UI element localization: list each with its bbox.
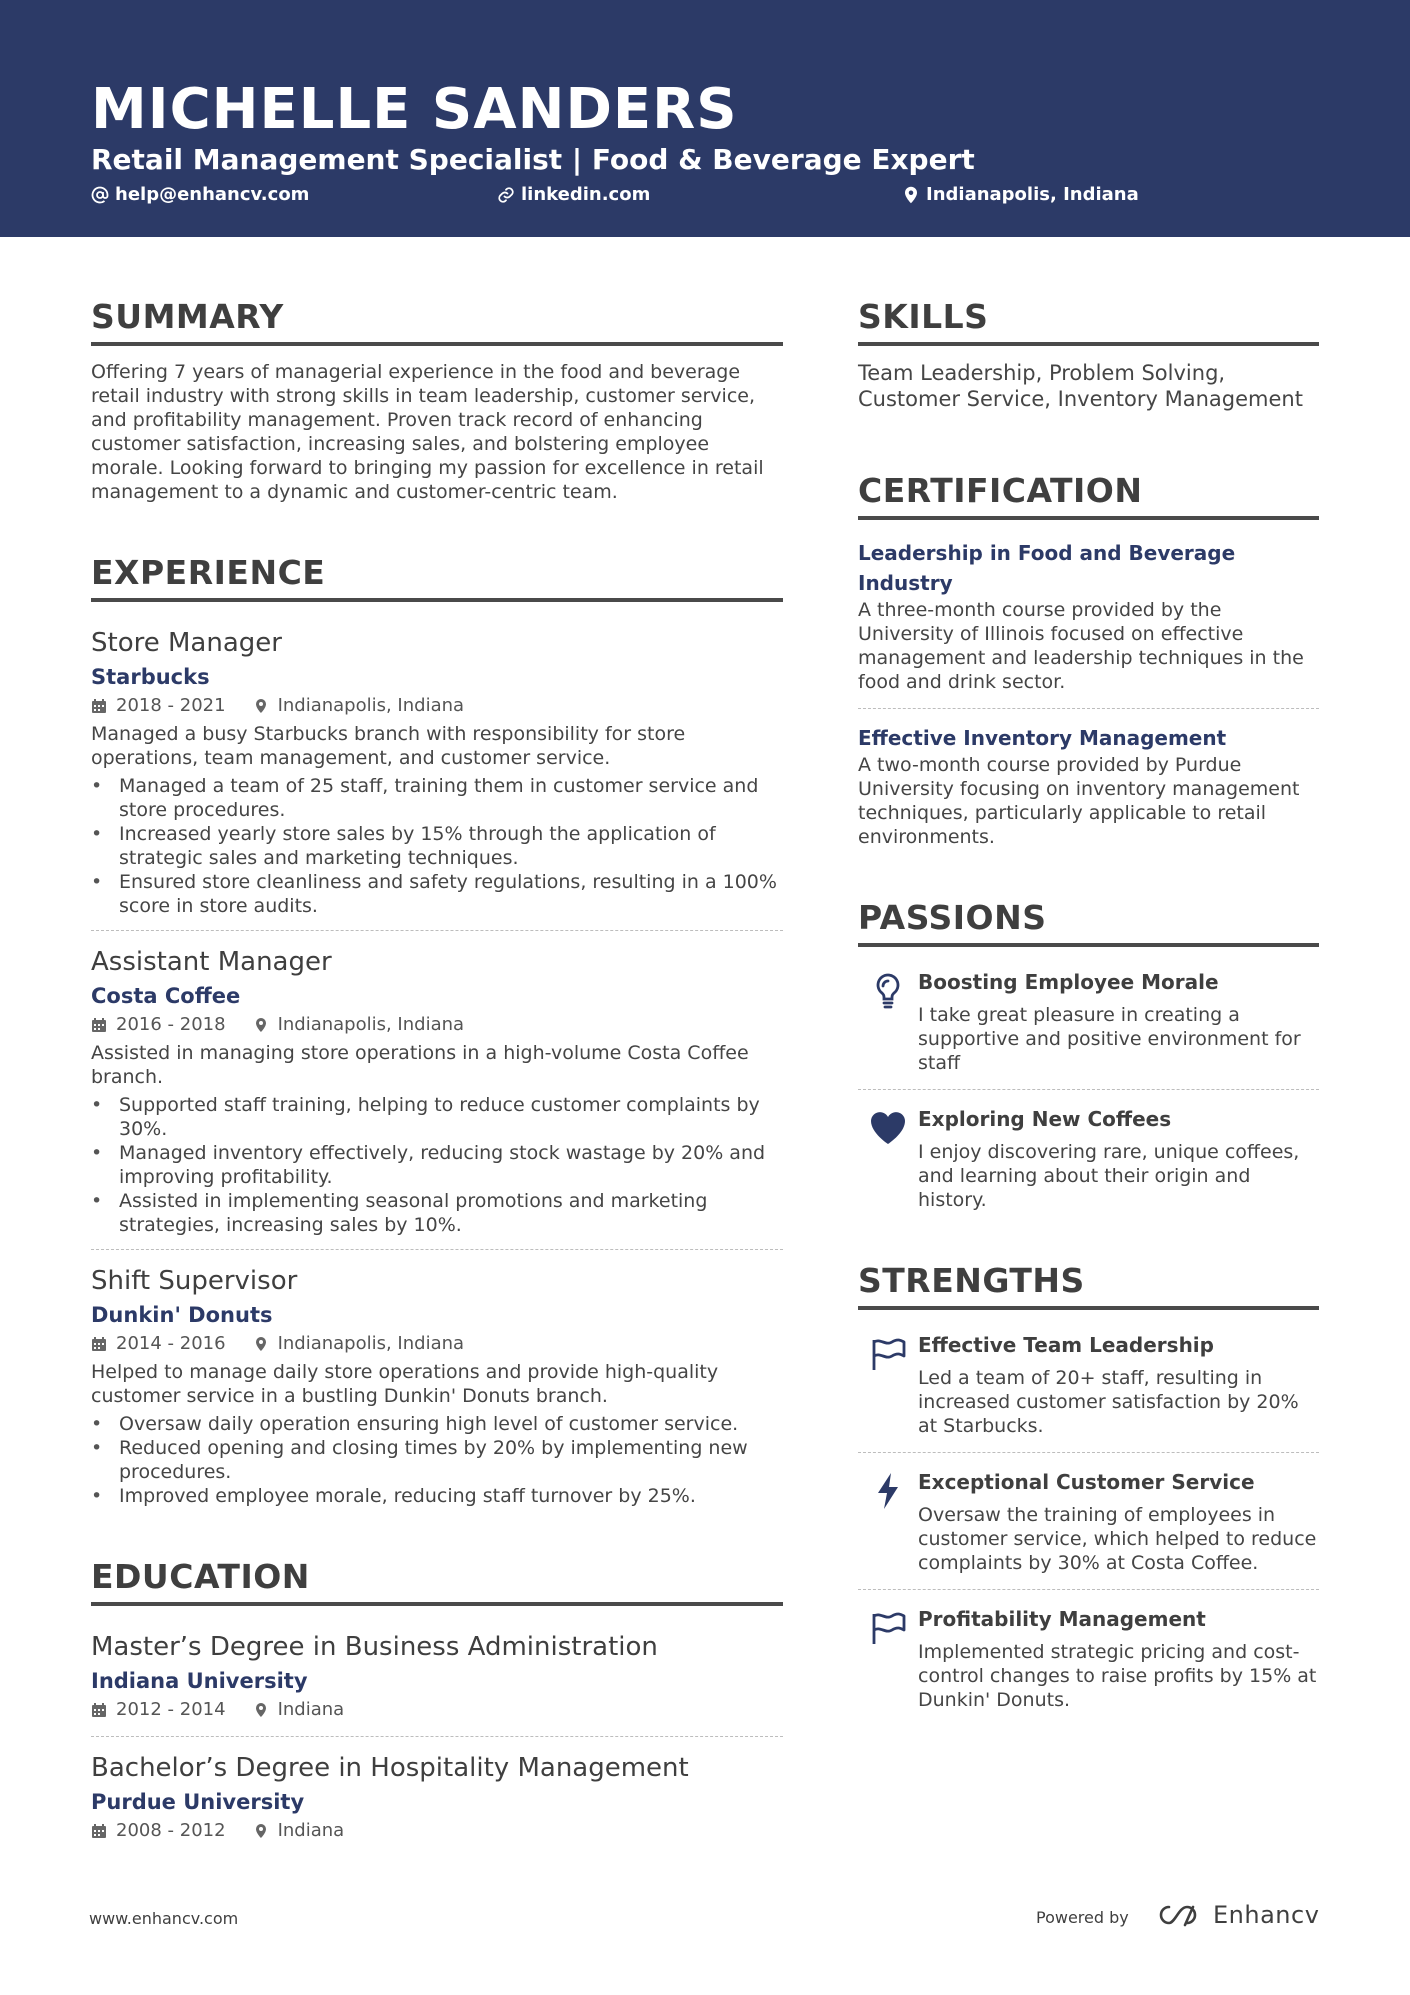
- lightning-icon: [868, 1471, 908, 1511]
- location-pin-icon: [253, 1702, 269, 1718]
- calendar-icon: [91, 1017, 107, 1033]
- job-bullet: • Assisted in implementing seasonal promotions and marketing strategies, increasing sales by 10%.: [91, 1189, 783, 1237]
- job-bullet: • Managed a team of 25 staff, training them in customer service and store procedures.: [91, 774, 783, 822]
- passion-item: [858, 961, 1319, 1075]
- company-name: Starbucks: [91, 665, 210, 689]
- job-meta: [91, 1011, 783, 1039]
- contact-linkedin-text: linkedin.com: [521, 184, 651, 205]
- strength-description: Led a team of 20+ staff, resulting in increased customer satisfaction by 20% at Starbucks.: [918, 1367, 1299, 1437]
- left-column: [91, 292, 783, 1845]
- summary-section: [91, 292, 783, 504]
- job-bullet: • Improved employee morale, reducing staff turnover by 25%.: [91, 1484, 783, 1508]
- strengths-section: [858, 1256, 1319, 1712]
- job-bullets: [91, 774, 783, 918]
- job-location-text: Indianapolis, Indiana: [277, 695, 465, 716]
- education-location: [253, 1817, 345, 1845]
- job-location: [253, 692, 465, 720]
- link-icon: [497, 186, 515, 204]
- education-location-text: Indiana: [277, 1699, 345, 1720]
- education-entry: [91, 1620, 783, 1724]
- job-bullet: • Reduced opening and closing times by 20% by implementing new procedures.: [91, 1436, 783, 1484]
- passion-title: Boosting Employee Morale: [918, 970, 1219, 994]
- location-pin-icon: [253, 1017, 269, 1033]
- education-dates: 2012 - 2014: [116, 1699, 226, 1720]
- certification-description: A three-month course provided by the University of Illinois focused on effective management and leadership techniques in the food and drink sector.: [858, 599, 1304, 693]
- certification-entry: [858, 708, 1319, 849]
- summary-heading: SUMMARY: [91, 292, 783, 346]
- certification-heading: CERTIFICATION: [858, 466, 1319, 520]
- education-meta: [91, 1696, 783, 1724]
- enhancv-logo-text: Enhancv: [1213, 1901, 1320, 1929]
- candidate-title: Retail Management Specialist | Food & Beverage Expert: [91, 143, 975, 176]
- job-bullets: [91, 1412, 783, 1508]
- contact-location-text: Indianapolis, Indiana: [926, 184, 1139, 205]
- job-location: [253, 1330, 465, 1358]
- flag-icon: [868, 1608, 908, 1648]
- heart-icon: [868, 1108, 908, 1148]
- calendar-icon: [91, 1702, 107, 1718]
- company-name: Costa Coffee: [91, 984, 241, 1008]
- enhancv-logo[interactable]: [1155, 1900, 1319, 1930]
- passion-description: I enjoy discovering rare, unique coffees, and learning about their origin and history.: [918, 1141, 1300, 1211]
- candidate-name: MICHELLE SANDERS: [91, 77, 738, 142]
- contact-location: [902, 182, 1139, 208]
- job-description: Managed a busy Starbucks branch with responsibility for store operations, team management, and customer service.: [91, 723, 686, 769]
- certification-title: Leadership in Food and Beverage Industry: [858, 541, 1236, 595]
- job-entry: [91, 1249, 783, 1508]
- education-location-text: Indiana: [277, 1820, 345, 1841]
- job-bullet: • Supported staff training, helping to reduce customer complaints by 30%.: [91, 1093, 783, 1141]
- strength-item: [858, 1589, 1319, 1712]
- contact-email[interactable]: [91, 182, 309, 208]
- education-heading: EDUCATION: [91, 1552, 783, 1606]
- job-title: Store Manager: [91, 628, 282, 658]
- school-name: Purdue University: [91, 1790, 305, 1814]
- strength-icon-wrap: [858, 1330, 918, 1438]
- at-icon: [91, 186, 109, 204]
- job-dates: 2018 - 2021: [116, 695, 226, 716]
- strength-icon-wrap: [858, 1467, 918, 1575]
- certification-entry: [858, 534, 1319, 694]
- passions-section: [858, 893, 1319, 1212]
- strength-item: [858, 1324, 1319, 1438]
- job-bullet: • Ensured store cleanliness and safety regulations, resulting in a 100% score in store audits.: [91, 870, 783, 918]
- job-meta: [91, 1330, 783, 1358]
- location-pin-icon: [253, 1336, 269, 1352]
- strength-body: [918, 1467, 1319, 1575]
- passion-item: [858, 1089, 1319, 1212]
- school-name: Indiana University: [91, 1669, 308, 1693]
- passions-heading: PASSIONS: [858, 893, 1319, 947]
- passion-title: Exploring New Coffees: [918, 1107, 1172, 1131]
- contact-linkedin[interactable]: [497, 182, 650, 208]
- location-pin-icon: [902, 186, 920, 204]
- strength-title: Exceptional Customer Service: [918, 1470, 1255, 1494]
- strength-item: [858, 1452, 1319, 1575]
- strength-body: [918, 1604, 1319, 1712]
- strength-icon-wrap: [858, 1604, 918, 1712]
- skills-heading: SKILLS: [858, 292, 1319, 346]
- summary-text: Offering 7 years of managerial experience in the food and beverage retail industry with strong skills in team leadership, customer service, and profitability management. Proven track record of enhancing customer satisfaction, increasing sales, and bolstering employee morale. Looking forward to bringing my passion for excellence in retail management to a dynamic and customer-centric team.: [91, 361, 764, 503]
- job-title: Assistant Manager: [91, 947, 332, 977]
- degree-title: Bachelor’s Degree in Hospitality Management: [91, 1753, 689, 1783]
- job-meta: [91, 692, 783, 720]
- job-title: Shift Supervisor: [91, 1266, 298, 1296]
- resume-header: [0, 0, 1410, 237]
- job-bullets: [91, 1093, 783, 1237]
- enhancv-logo-icon: [1155, 1901, 1203, 1929]
- education-location: [253, 1696, 345, 1724]
- passion-body: [918, 967, 1319, 1075]
- job-bullet: • Increased yearly store sales by 15% through the application of strategic sales and marketing techniques.: [91, 822, 783, 870]
- footer-url[interactable]: www.enhancv.com: [89, 1909, 239, 1928]
- lightbulb-icon: [868, 971, 908, 1011]
- calendar-icon: [91, 1336, 107, 1352]
- education-entry: [91, 1736, 783, 1845]
- skills-text: Team Leadership, Problem Solving, Customer Service, Inventory Management: [858, 361, 1303, 411]
- right-column: [858, 292, 1319, 1712]
- education-meta: [91, 1817, 783, 1845]
- strengths-heading: STRENGTHS: [858, 1256, 1319, 1310]
- passion-icon-wrap: [858, 967, 918, 1075]
- experience-heading: EXPERIENCE: [91, 548, 783, 602]
- passion-description: I take great pleasure in creating a supportive and positive environment for staff: [918, 1004, 1301, 1074]
- experience-section: [91, 548, 783, 1508]
- job-bullet: • Managed inventory effectively, reducing stock wastage by 20% and improving profitability.: [91, 1141, 783, 1189]
- flag-icon: [868, 1334, 908, 1374]
- job-description: Assisted in managing store operations in a high-volume Costa Coffee branch.: [91, 1042, 749, 1088]
- education-section: [91, 1552, 783, 1845]
- passion-icon-wrap: [858, 1104, 918, 1212]
- strength-title: Effective Team Leadership: [918, 1333, 1214, 1357]
- job-description: Helped to manage daily store operations and provide high-quality customer service in a bustling Dunkin' Donuts branch.: [91, 1361, 719, 1407]
- job-location-text: Indianapolis, Indiana: [277, 1014, 465, 1035]
- footer-powered-by: Powered by: [1036, 1908, 1129, 1927]
- calendar-icon: [91, 1823, 107, 1839]
- strength-title: Profitability Management: [918, 1607, 1206, 1631]
- location-pin-icon: [253, 698, 269, 714]
- job-bullet: • Oversaw daily operation ensuring high level of customer service.: [91, 1412, 783, 1436]
- job-dates: 2014 - 2016: [116, 1333, 226, 1354]
- skills-section: [858, 292, 1319, 412]
- job-dates: 2016 - 2018: [116, 1014, 226, 1035]
- calendar-icon: [91, 698, 107, 714]
- strength-description: Oversaw the training of employees in customer service, which helped to reduce complaints by 30% at Costa Coffee.: [918, 1504, 1317, 1574]
- certification-section: [858, 466, 1319, 849]
- location-pin-icon: [253, 1823, 269, 1839]
- education-dates: 2008 - 2012: [116, 1820, 226, 1841]
- strength-description: Implemented strategic pricing and cost-control changes to raise profits by 15% at Dunkin' Donuts.: [918, 1641, 1317, 1711]
- strength-body: [918, 1330, 1319, 1438]
- certification-description: A two-month course provided by Purdue University focusing on inventory management techniques, particularly applicable to retail environments.: [858, 754, 1300, 848]
- certification-title: Effective Inventory Management: [858, 726, 1227, 750]
- passion-body: [918, 1104, 1319, 1212]
- degree-title: Master’s Degree in Business Administration: [91, 1632, 658, 1662]
- job-entry: [91, 616, 783, 918]
- company-name: Dunkin' Donuts: [91, 1303, 273, 1327]
- job-entry: [91, 930, 783, 1237]
- contact-email-text: help@enhancv.com: [115, 184, 310, 205]
- job-location-text: Indianapolis, Indiana: [277, 1333, 465, 1354]
- job-location: [253, 1011, 465, 1039]
